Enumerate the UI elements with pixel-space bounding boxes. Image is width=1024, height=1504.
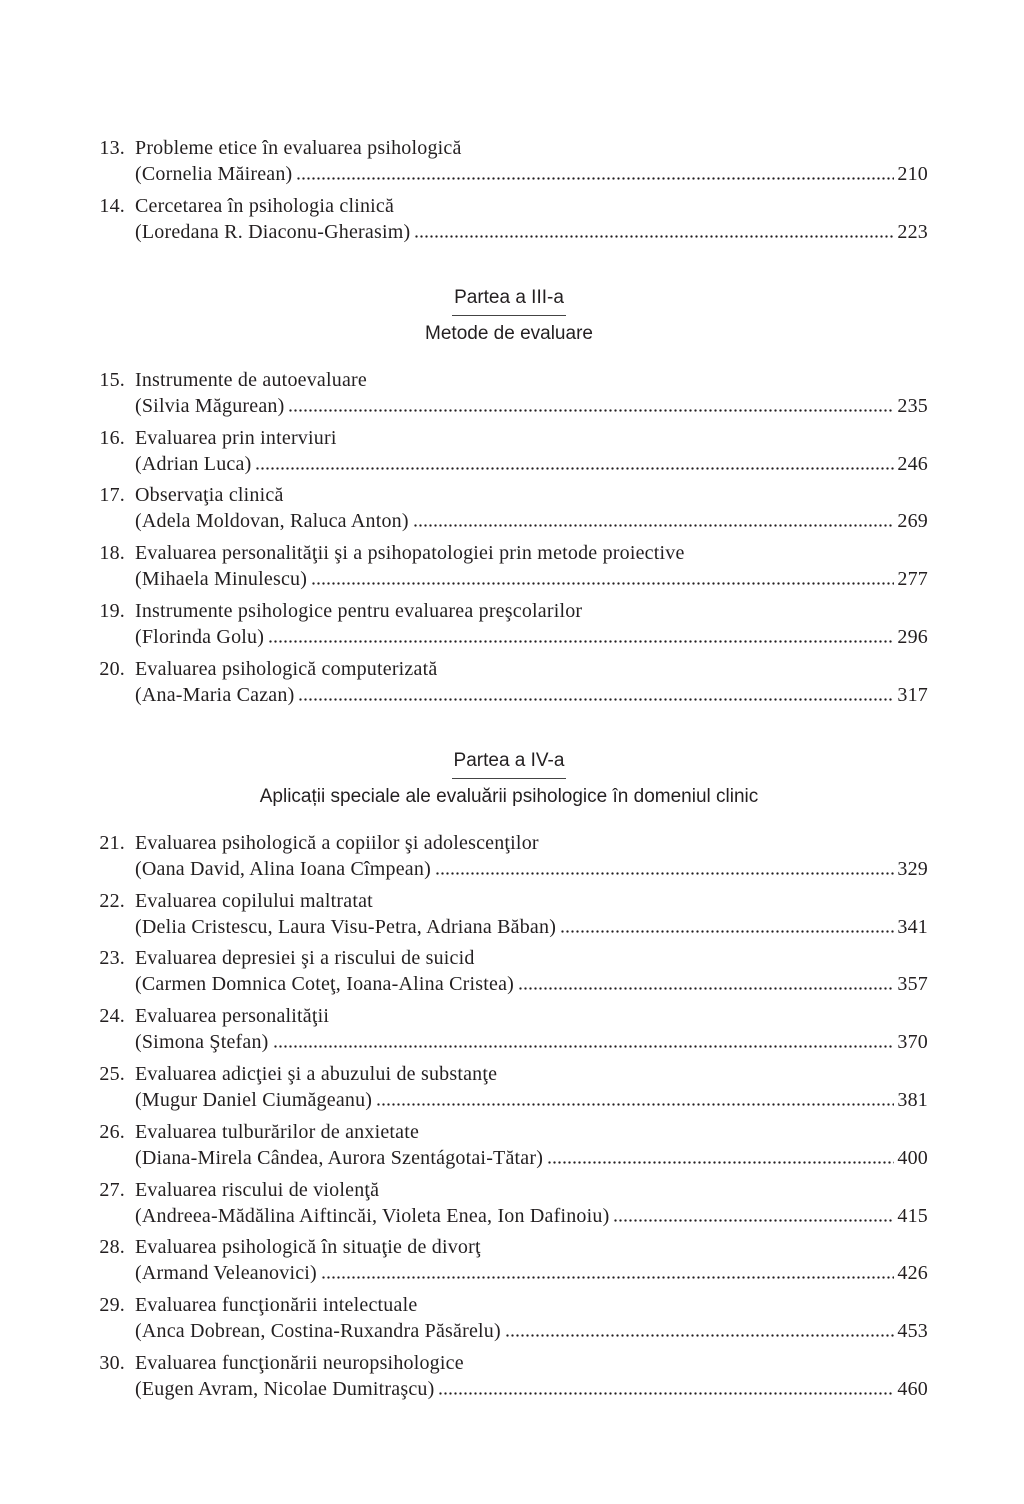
chapter-number: 27. bbox=[99, 1178, 125, 1201]
toc-entry bbox=[90, 367, 928, 419]
toc-entry bbox=[90, 1003, 928, 1055]
chapter-authors: (Delia Cristescu, Laura Visu-Petra, Adriana Băban) bbox=[135, 915, 557, 938]
toc-entry bbox=[90, 945, 928, 997]
chapter-number: 24. bbox=[99, 1005, 125, 1028]
chapter-number: 23. bbox=[99, 947, 125, 970]
page-number: 415 bbox=[897, 1204, 928, 1227]
chapter-number: 13. bbox=[99, 137, 125, 159]
page-number: 460 bbox=[897, 1377, 928, 1400]
page-number: 453 bbox=[897, 1320, 928, 1343]
toc-entry bbox=[90, 1292, 928, 1344]
chapter-authors: (Carmen Domnica Coteţ, Ioana-Alina Cristea) bbox=[135, 973, 515, 996]
chapter-number: 28. bbox=[99, 1236, 125, 1259]
dot-leader bbox=[414, 235, 894, 238]
part-label: Partea a IV-a bbox=[452, 749, 567, 779]
toc-entry bbox=[90, 540, 928, 592]
chapter-number: 19. bbox=[99, 599, 125, 622]
chapter-number: 30. bbox=[99, 1351, 125, 1374]
dot-leader bbox=[273, 1045, 895, 1048]
dot-leader bbox=[413, 524, 895, 527]
page-number: 235 bbox=[897, 394, 928, 417]
toc-entry bbox=[90, 1177, 928, 1229]
toc-entry bbox=[90, 888, 928, 940]
page-number: 296 bbox=[897, 625, 928, 648]
chapter-title: Evaluarea psihologică computerizată bbox=[135, 657, 438, 680]
chapter-title: Evaluarea prin interviuri bbox=[135, 426, 337, 449]
dot-leader bbox=[505, 1334, 895, 1337]
chapter-title: Cercetarea în psihologia clinică bbox=[135, 194, 395, 217]
chapter-title: Evaluarea personalităţii şi a psihopatologiei prin metode proiective bbox=[135, 542, 685, 565]
toc-entry bbox=[90, 135, 928, 187]
dot-leader bbox=[547, 1161, 894, 1164]
chapter-title: Evaluarea funcţionării intelectuale bbox=[135, 1294, 418, 1317]
dot-leader bbox=[255, 467, 894, 470]
chapter-number: 16. bbox=[99, 426, 125, 449]
chapter-number: 15. bbox=[99, 368, 125, 391]
toc-entry bbox=[90, 598, 928, 650]
chapter-authors: (Mihaela Minulescu) bbox=[135, 568, 308, 591]
toc-entry bbox=[90, 1350, 928, 1402]
chapter-authors: (Cornelia Măirean) bbox=[135, 163, 293, 185]
chapter-authors: (Andreea-Mădălina Aiftincăi, Violeta Enea, Ion Dafinoiu) bbox=[135, 1204, 610, 1227]
part-title: Metode de evaluare bbox=[425, 322, 593, 344]
dot-leader bbox=[268, 640, 894, 643]
chapter-authors: (Florinda Golu) bbox=[135, 625, 265, 648]
page-number: 277 bbox=[897, 568, 928, 591]
page-number: 381 bbox=[897, 1088, 928, 1111]
page-number: 317 bbox=[897, 683, 928, 706]
part-heading bbox=[90, 749, 928, 809]
part-label: Partea a III-a bbox=[452, 286, 566, 316]
chapter-authors: (Mugur Daniel Ciumăgeanu) bbox=[135, 1088, 373, 1111]
chapter-title: Probleme etice în evaluarea psihologică bbox=[135, 137, 462, 159]
chapter-title: Evaluarea psihologică a copiilor şi adolescenţilor bbox=[135, 831, 539, 854]
chapter-title: Instrumente de autoevaluare bbox=[135, 368, 367, 391]
part-heading bbox=[90, 286, 928, 346]
toc-entry bbox=[90, 830, 928, 882]
dot-leader bbox=[288, 409, 894, 412]
page-number: 269 bbox=[897, 510, 928, 533]
dot-leader bbox=[296, 177, 894, 180]
page-number: 426 bbox=[897, 1262, 928, 1285]
chapter-authors: (Anca Dobrean, Costina-Ruxandra Păsărelu) bbox=[135, 1320, 501, 1343]
toc-entry bbox=[90, 193, 928, 245]
chapter-number: 14. bbox=[99, 194, 125, 217]
toc-entry bbox=[90, 1061, 928, 1113]
chapter-number: 26. bbox=[99, 1120, 125, 1143]
chapter-authors: (Armand Veleanovici) bbox=[135, 1262, 317, 1285]
dot-leader bbox=[560, 930, 894, 933]
chapter-authors: (Adela Moldovan, Raluca Anton) bbox=[135, 510, 409, 533]
chapter-authors: (Oana David, Alina Ioana Cîmpean) bbox=[135, 857, 431, 880]
chapter-number: 22. bbox=[99, 889, 125, 912]
page-number: 329 bbox=[897, 857, 928, 880]
chapter-title: Observaţia clinică bbox=[135, 484, 284, 507]
page-number: 400 bbox=[897, 1146, 928, 1169]
dot-leader bbox=[376, 1103, 894, 1106]
dot-leader bbox=[298, 698, 894, 701]
page-number: 341 bbox=[897, 915, 928, 938]
chapter-authors: (Simona Ştefan) bbox=[135, 1031, 269, 1054]
page-number: 357 bbox=[897, 973, 928, 996]
chapter-title: Instrumente psihologice pentru evaluarea preşcolarilor bbox=[135, 599, 583, 622]
chapter-number: 17. bbox=[99, 484, 125, 507]
chapter-authors: (Eugen Avram, Nicolae Dumitraşcu) bbox=[135, 1377, 435, 1400]
chapter-title: Evaluarea psihologică în situaţie de divorţ bbox=[135, 1236, 481, 1259]
part-title: Aplicații speciale ale evaluării psihologice în domeniul clinic bbox=[259, 785, 759, 807]
chapter-title: Evaluarea depresiei şi a riscului de suicid bbox=[135, 947, 475, 970]
page-number: 223 bbox=[897, 220, 928, 243]
chapter-number: 21. bbox=[99, 831, 125, 854]
chapter-title: Evaluarea adicţiei şi a abuzului de substanţe bbox=[135, 1062, 498, 1085]
dot-leader bbox=[613, 1219, 894, 1222]
chapter-number: 18. bbox=[99, 542, 125, 565]
dot-leader bbox=[518, 987, 894, 990]
chapter-title: Evaluarea funcţionării neuropsihologice bbox=[135, 1351, 464, 1374]
dot-leader bbox=[311, 582, 894, 585]
dot-leader bbox=[438, 1392, 894, 1395]
toc-entry bbox=[90, 1119, 928, 1171]
chapter-title: Evaluarea riscului de violenţă bbox=[135, 1178, 380, 1201]
chapter-title: Evaluarea copilului maltratat bbox=[135, 889, 373, 912]
chapter-authors: (Silvia Măgurean) bbox=[135, 394, 285, 417]
dot-leader bbox=[435, 872, 894, 875]
chapter-authors: (Loredana R. Diaconu-Gherasim) bbox=[135, 220, 411, 243]
toc-entry bbox=[90, 1234, 928, 1286]
page-number: 246 bbox=[897, 452, 928, 475]
chapter-title: Evaluarea personalităţii bbox=[135, 1005, 330, 1028]
dot-leader bbox=[321, 1276, 894, 1279]
page-number: 210 bbox=[897, 163, 928, 185]
chapter-number: 25. bbox=[99, 1062, 125, 1085]
toc-entry bbox=[90, 656, 928, 708]
toc-entry bbox=[90, 425, 928, 477]
chapter-authors: (Diana-Mirela Cândea, Aurora Szentágotai-Tătar) bbox=[135, 1146, 544, 1169]
chapter-authors: (Adrian Luca) bbox=[135, 452, 252, 475]
chapter-number: 20. bbox=[99, 657, 125, 680]
page-number: 370 bbox=[897, 1031, 928, 1054]
chapter-authors: (Ana-Maria Cazan) bbox=[135, 683, 295, 706]
chapter-number: 29. bbox=[99, 1294, 125, 1317]
chapter-title: Evaluarea tulburărilor de anxietate bbox=[135, 1120, 420, 1143]
toc-entry bbox=[90, 482, 928, 534]
